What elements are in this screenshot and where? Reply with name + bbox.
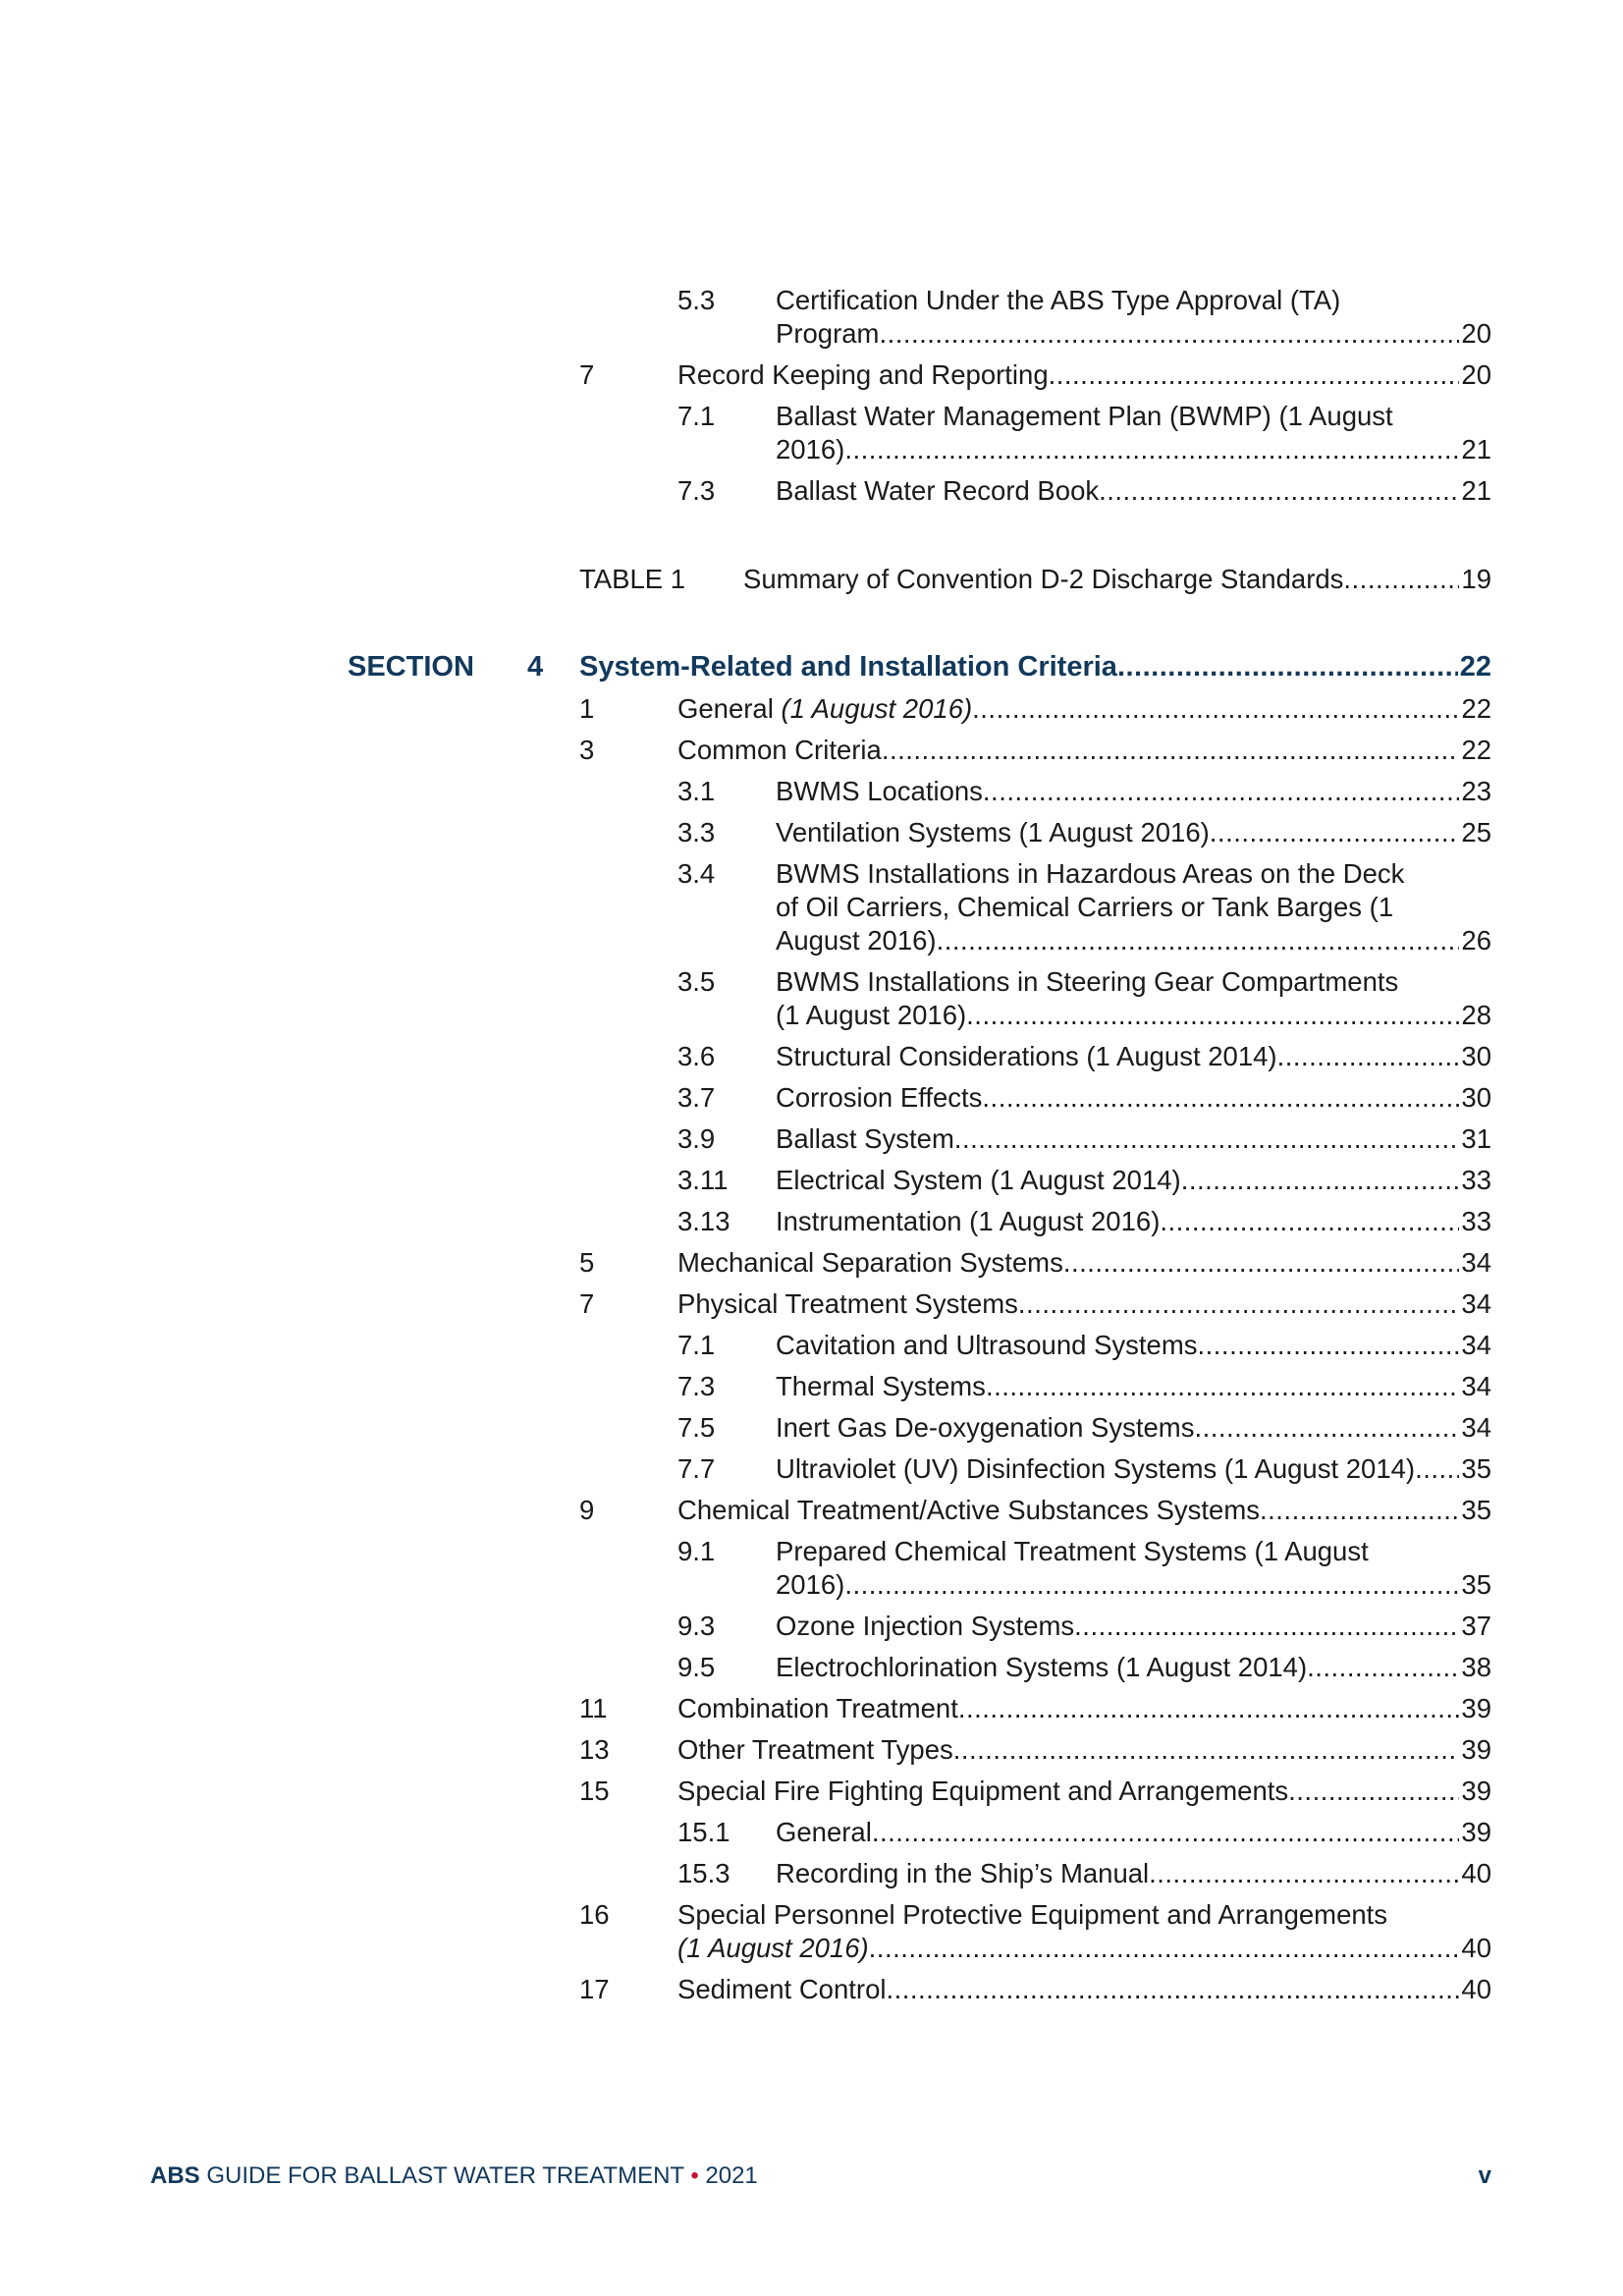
toc-entry-last-line (776, 1371, 1491, 1402)
toc-entry-last-line (776, 1817, 1491, 1848)
toc-entry-page: 30 (1461, 1082, 1491, 1113)
toc-entry-page: 34 (1461, 1288, 1491, 1319)
toc-entry-number: 15.1 (677, 1817, 730, 1847)
toc-entry-title: 2016) (776, 434, 845, 465)
section-number: 4 (527, 651, 544, 683)
toc-entry-number: 3 (579, 735, 595, 765)
toc-entry-title: Electrochlorination Systems (1 August 2014) (776, 1652, 1308, 1682)
toc-entry-page: 40 (1461, 1858, 1491, 1888)
toc-entry-title-line: Certification Under the ABS Type Approval (TA) (776, 285, 1341, 315)
toc-entry-page: 33 (1461, 1206, 1491, 1236)
toc-entry-date: (1 August 2016) (781, 693, 973, 724)
leader-dots (972, 693, 1459, 725)
leader-dots (882, 735, 1460, 766)
toc-entry-title: Sediment Control (677, 1974, 887, 2004)
toc-entry-last-line (677, 693, 1491, 725)
toc-entry-title: Chemical Treatment/Active Substances Systems (677, 1495, 1261, 1525)
toc-entry-number: 3.4 (677, 858, 716, 889)
toc-entry-page: 39 (1461, 1776, 1491, 1806)
toc-entry-title: Other Treatment Types (677, 1734, 953, 1765)
leader-dots (1343, 564, 1459, 595)
toc-entry-title: Electrical System (1 August 2014) (776, 1165, 1181, 1195)
toc-entry-number: 3.13 (677, 1206, 730, 1236)
leader-dots (1049, 359, 1460, 391)
toc-entry-page: 35 (1461, 1453, 1491, 1484)
toc-entry-page: 34 (1461, 1371, 1491, 1401)
toc-entry-title: Inert Gas De-oxygenation Systems (776, 1412, 1195, 1443)
leader-dots (1018, 1288, 1459, 1320)
page-number: v (1478, 2162, 1491, 2189)
toc-entry-page: 21 (1461, 475, 1491, 506)
toc-entry-title: Common Criteria (677, 735, 882, 765)
toc-entry-page: 34 (1461, 1247, 1491, 1278)
leader-dots (844, 1569, 1459, 1601)
toc-entry-page: 40 (1461, 1974, 1491, 2004)
toc-entry-last-line (776, 1041, 1491, 1072)
toc-entry-page: 38 (1461, 1652, 1491, 1682)
toc-entry-number: 7.3 (677, 475, 716, 506)
toc-entry-last-line (677, 1693, 1491, 1724)
leader-dots (869, 1933, 1460, 1964)
toc-entry-page: 20 (1461, 318, 1491, 349)
toc-entry-page: 23 (1461, 776, 1491, 806)
toc-entry-title-line: Special Personnel Protective Equipment and Arrangements (677, 1899, 1388, 1930)
toc-entry-last-line (677, 1247, 1491, 1279)
toc-entry-page: 39 (1461, 1693, 1491, 1723)
toc-entry-last-line (677, 1288, 1491, 1320)
toc-entry-last-line (776, 1000, 1491, 1031)
toc-entry-page: 31 (1461, 1123, 1491, 1154)
toc-entry-title: 2016) (776, 1569, 845, 1600)
toc-entry-last-line (776, 1082, 1491, 1114)
toc-entry-title: Combination Treatment (677, 1693, 958, 1723)
leader-dots (1149, 1858, 1459, 1889)
leader-dots (886, 1974, 1459, 2005)
leader-dots (953, 1734, 1460, 1766)
toc-entry-last-line (776, 1206, 1491, 1237)
toc-entry-title: Ultraviolet (UV) Disinfection Systems (1 August 2014) (776, 1453, 1416, 1484)
toc-entry-page: 30 (1461, 1041, 1491, 1071)
toc-entry-number: 15.3 (677, 1858, 730, 1888)
toc-entry-page: 35 (1461, 1495, 1491, 1525)
toc-entry-title: General (776, 1817, 872, 1847)
toc-entry-page: 37 (1461, 1611, 1491, 1641)
toc-entry-title: Record Keeping and Reporting (677, 359, 1049, 390)
leader-dots (872, 1817, 1460, 1848)
leader-dots (983, 776, 1459, 807)
toc-entry-title: Cavitation and Ultrasound Systems (776, 1330, 1198, 1360)
leader-dots (1307, 1652, 1459, 1683)
toc-entry-title-text: General (677, 693, 782, 724)
leader-dots (1288, 1776, 1459, 1807)
toc-entry-title: Structural Considerations (1 August 2014) (776, 1041, 1277, 1071)
footer-bullet: • (690, 2162, 699, 2189)
toc-entry-title-line: of Oil Carriers, Chemical Carriers or Tank Barges (1 (776, 892, 1394, 922)
footer-title: GUIDE FOR BALLAST WATER TREATMENT (199, 2162, 691, 2189)
toc-entry-title: Instrumentation (1 August 2016) (776, 1206, 1161, 1236)
toc-entry-page: 20 (1461, 359, 1491, 390)
toc-entry-last-line (776, 1330, 1491, 1361)
section-title-line (579, 651, 1491, 683)
leader-dots (1099, 475, 1459, 507)
toc-entry-last-line (776, 1165, 1491, 1196)
toc-entry-page: 34 (1461, 1330, 1491, 1360)
toc-entry-last-line (776, 318, 1491, 350)
toc-entry-number: 13 (579, 1734, 610, 1765)
toc-entry-title: August 2016) (776, 925, 937, 956)
toc-entry-page: 26 (1461, 925, 1491, 956)
toc-entry-title: Physical Treatment Systems (677, 1288, 1018, 1319)
toc-entry-number: 9.3 (677, 1611, 716, 1641)
leader-dots (1277, 1041, 1460, 1072)
toc-entry-last-line (677, 359, 1491, 391)
toc-entry-title: BWMS Locations (776, 776, 983, 806)
leader-dots (1074, 1611, 1459, 1642)
toc-entry-last-line (677, 1734, 1491, 1766)
toc-entry-page: 33 (1461, 1165, 1491, 1195)
toc-entry-title: (1 August 2016) (776, 1000, 967, 1030)
toc-entry-last-line (776, 475, 1491, 507)
toc-entry-title: Program (776, 318, 880, 349)
toc-entry-page: 25 (1461, 817, 1491, 847)
toc-entry-title: Ventilation Systems (1 August 2016) (776, 817, 1210, 847)
toc-entry-number: 5 (579, 1247, 595, 1278)
toc-entry-number: 7.1 (677, 1330, 716, 1360)
toc-entry-number: 7.5 (677, 1412, 716, 1443)
table-page: 19 (1461, 564, 1491, 594)
toc-entry-number: 15 (579, 1776, 610, 1806)
toc-entry-title: Thermal Systems (776, 1371, 986, 1401)
toc-entry-number: 7.1 (677, 401, 716, 431)
toc-entry-page: 40 (1461, 1933, 1491, 1963)
toc-entry-number: 9.1 (677, 1536, 716, 1566)
toc-entry-number: 7 (579, 1288, 595, 1319)
toc-entry-last-line (677, 1495, 1491, 1526)
page-footer (150, 2162, 1491, 2194)
section-title: System-Related and Installation Criteria (579, 651, 1117, 683)
leader-dots (982, 1082, 1459, 1114)
toc-entry-page: 39 (1461, 1734, 1491, 1765)
toc-entry-last-line (776, 817, 1491, 848)
toc-entry-last-line (776, 1123, 1491, 1155)
toc-entry-last-line (677, 735, 1491, 766)
toc-entry-number: 11 (579, 1693, 608, 1723)
toc-entry-title: Ozone Injection Systems (776, 1611, 1075, 1641)
leader-dots (1063, 1247, 1460, 1279)
toc-entry-number: 3.6 (677, 1041, 716, 1071)
toc-entry-last-line (776, 776, 1491, 807)
toc-entry-title-line: BWMS Installations in Steering Gear Compartments (776, 966, 1399, 997)
toc-entry-last-line (677, 1974, 1491, 2005)
toc-entry-title-line: BWMS Installations in Hazardous Areas on the Deck (776, 858, 1405, 889)
toc-entry-last-line (776, 1412, 1491, 1444)
toc-entry-last-line (776, 1652, 1491, 1683)
leader-dots (1198, 1330, 1460, 1361)
leader-dots (958, 1693, 1460, 1724)
leader-dots (1160, 1206, 1459, 1237)
toc-entry-number: 7.7 (677, 1453, 716, 1484)
toc-entry-number: 7 (579, 359, 595, 390)
toc-entry-number: 7.3 (677, 1371, 716, 1401)
table-label: TABLE 1 (579, 564, 686, 594)
toc-entry-last-line (776, 434, 1491, 465)
leader-dots (954, 1123, 1460, 1155)
section-page: 22 (1459, 651, 1491, 683)
toc-entry-last-line (776, 1858, 1491, 1889)
toc-entry-title-line: Ballast Water Management Plan (BWMP) (1 August (776, 401, 1393, 431)
leader-dots (986, 1371, 1459, 1402)
toc-entry-last-line (677, 1776, 1491, 1807)
leader-dots (879, 318, 1459, 350)
toc-entry-last-line (776, 1611, 1491, 1642)
toc-entry-number: 3.7 (677, 1082, 716, 1113)
toc-entry-title: Mechanical Separation Systems (677, 1247, 1063, 1278)
section-label: SECTION (348, 651, 474, 683)
toc-entry-last-line (776, 1569, 1491, 1601)
leader-dots (1415, 1453, 1459, 1485)
toc-entry-page: 22 (1461, 693, 1491, 724)
toc-entry-number: 9 (579, 1495, 595, 1525)
toc-entry-last-line (776, 1453, 1491, 1485)
toc-entry-number: 9.5 (677, 1652, 716, 1682)
leader-dots (1210, 817, 1460, 848)
toc-entry-number: 3.3 (677, 817, 716, 847)
toc-entry-number: 1 (579, 693, 595, 724)
toc-entry-page: 21 (1461, 434, 1491, 465)
leader-dots (844, 434, 1459, 465)
toc-entry-number: 3.11 (677, 1165, 729, 1195)
toc-entry-page: 34 (1461, 1412, 1491, 1443)
leader-dots (937, 925, 1460, 957)
toc-entry-page: 22 (1461, 735, 1491, 765)
toc-entry-number: 3.1 (677, 776, 716, 806)
toc-entry-title (677, 693, 972, 725)
toc-entry-title: (1 August 2016) (677, 1933, 869, 1963)
leader-dots (1117, 651, 1458, 683)
toc-entry-number: 3.5 (677, 966, 716, 997)
toc-entry-last-line (743, 564, 1491, 595)
toc-entry-page: 39 (1461, 1817, 1491, 1847)
toc-entry-page: 28 (1461, 1000, 1491, 1030)
toc-entry-page: 35 (1461, 1569, 1491, 1600)
table-title: Summary of Convention D-2 Discharge Standards (743, 564, 1344, 594)
footer-year: 2021 (698, 2162, 758, 2189)
toc-entry-title: Ballast Water Record Book (776, 475, 1100, 506)
toc-entry-title: Special Fire Fighting Equipment and Arrangements (677, 1776, 1289, 1806)
toc-entry-last-line (776, 925, 1491, 957)
toc-entry-title-line: Prepared Chemical Treatment Systems (1 August (776, 1536, 1369, 1566)
leader-dots (1181, 1165, 1460, 1196)
toc-entry-number: 17 (579, 1974, 610, 2004)
leader-dots (966, 1000, 1459, 1031)
toc-entry-title: Recording in the Ship’s Manual (776, 1858, 1150, 1888)
toc-entry-title: Ballast System (776, 1123, 954, 1154)
leader-dots (1194, 1412, 1459, 1444)
toc-entry-number: 16 (579, 1899, 610, 1930)
toc-entry-last-line (677, 1933, 1491, 1964)
toc-entry-number: 3.9 (677, 1123, 716, 1154)
footer-brand: ABS (150, 2162, 200, 2189)
toc-entry-number: 5.3 (677, 285, 716, 315)
leader-dots (1260, 1495, 1459, 1526)
toc-entry-title: Corrosion Effects (776, 1082, 983, 1113)
